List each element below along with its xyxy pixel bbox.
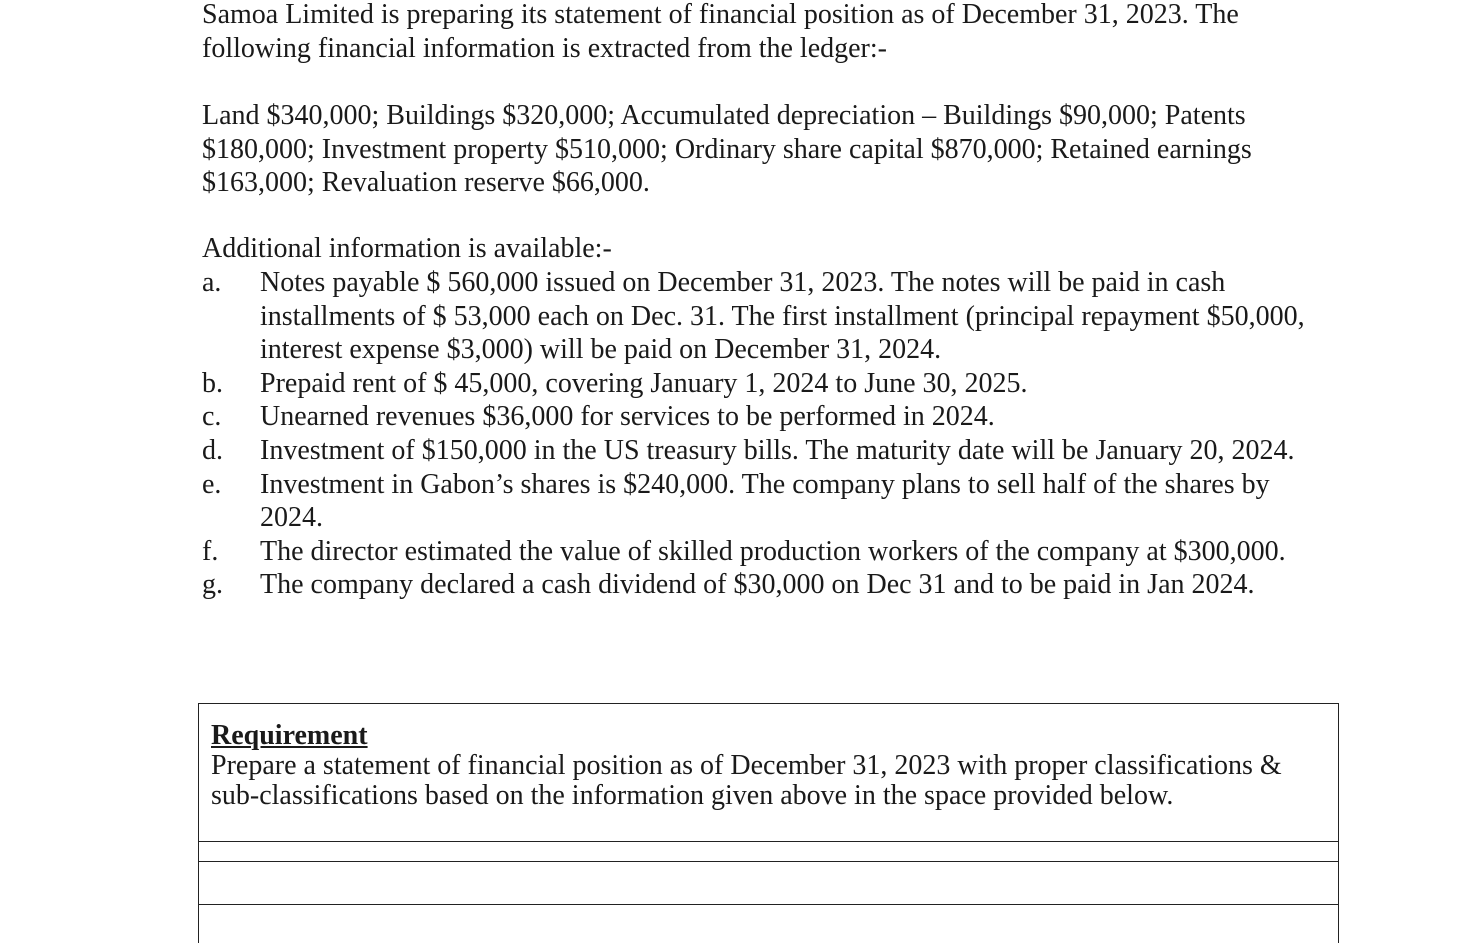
list-item-marker: c. [202,401,222,433]
list-item-marker: g. [202,569,223,601]
list-item-text: Notes payable $ 560,000 issued on December 31, 2023. The notes will be paid in cash installments of $ 53,000 each on Dec. 31. The first installment (principal repayment $50,000, interest expense $3,000) will be paid on December 31, 2024. [260,267,1305,366]
requirement-heading: Requirement [211,720,368,751]
answer-line [199,904,1338,905]
additional-info-heading: Additional information is available:- [202,233,612,264]
list-item [202,535,1332,569]
list-item [202,434,1332,468]
list-item-text: Prepaid rent of $ 45,000, covering January 1, 2024 to June 30, 2025. [260,367,1028,399]
list-item [202,266,1332,367]
list-item-text: The company declared a cash dividend of $30,000 on Dec 31 and to be paid in Jan 2024. [260,569,1255,601]
additional-info-list [202,266,1332,602]
answer-line [199,861,1338,862]
ledger-balances-paragraph: Land $340,000; Buildings $320,000; Accumulated depreciation – Buildings $90,000; Patents $180,000; Investment property $510,000; Ordinary share capital $870,000; Retained earnings $163,000; Revaluation reserve $66,000. [202,100,1252,199]
list-item-marker: f. [202,535,219,567]
list-item-marker: e. [202,468,222,500]
list-item [202,367,1332,401]
list-item-text: The director estimated the value of skilled production workers of the company at $300,000. [260,535,1286,567]
intro-paragraph: Samoa Limited is preparing its statement of financial position as of December 31, 2023. The following financial information is extracted from the ledger:- [202,0,1239,64]
list-item-marker: b. [202,367,223,399]
list-item-marker: d. [202,434,223,466]
list-item-text: Investment in Gabon’s shares is $240,000. The company plans to sell half of the shares by 2024. [260,468,1270,534]
list-item-text: Unearned revenues $36,000 for services to be performed in 2024. [260,401,995,433]
list-item-text: Investment of $150,000 in the US treasury bills. The maturity date will be January 20, 2024. [260,434,1295,466]
list-item [202,568,1332,602]
list-item [202,468,1332,535]
requirement-box [198,703,1339,943]
list-item-marker: a. [202,267,222,298]
list-item [202,400,1332,434]
requirement-text: Prepare a statement of financial position as of December 31, 2023 with proper classifications & sub-classifications based on the information given above in the space provided below. [211,750,1282,811]
answer-line [199,841,1338,842]
